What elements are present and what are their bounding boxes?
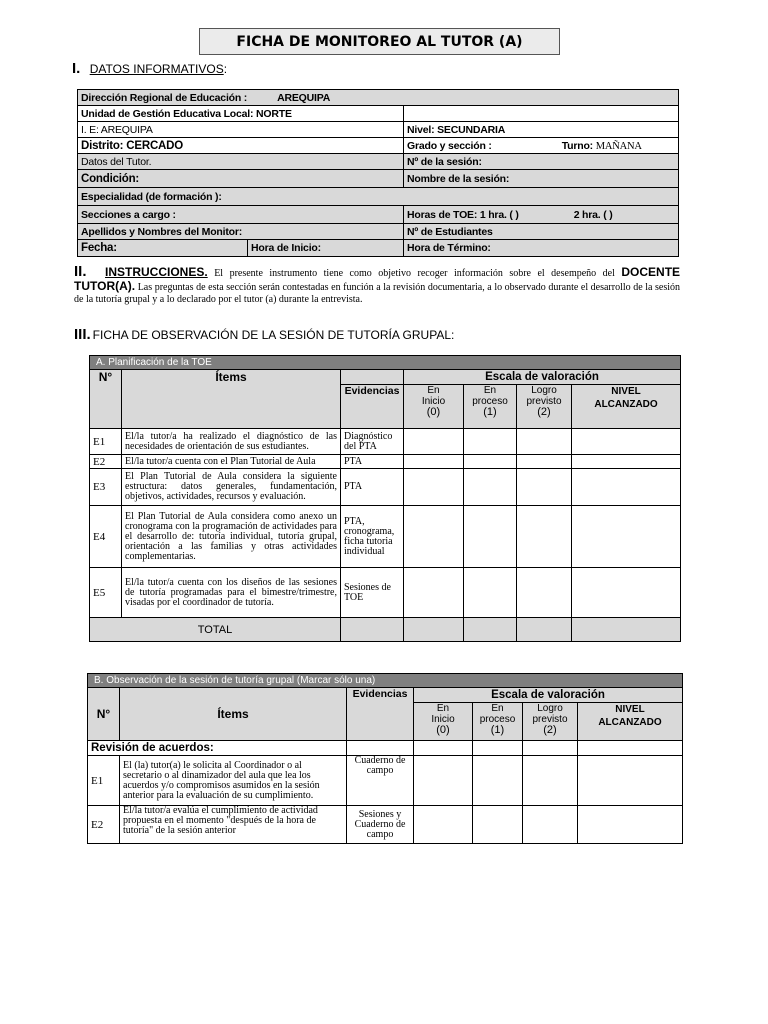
score-inicio-cell[interactable]: [414, 806, 473, 844]
turno-value: MAÑANA: [595, 140, 642, 152]
score-proceso-cell[interactable]: [464, 506, 517, 568]
total-inicio-cell[interactable]: [404, 618, 464, 642]
row-code: E1: [88, 756, 120, 806]
nivel-alcanzado-cell[interactable]: [572, 568, 681, 618]
table-row: [90, 429, 681, 455]
horas-toe-cell: [404, 206, 679, 224]
table-a-header-inicio: [404, 385, 464, 429]
instructions-text-1: El presente instrumento tiene como objetivo recoger información sobre el desempeño del: [214, 268, 615, 279]
hora-termino-cell: Hora de Término:: [404, 240, 679, 257]
table-row: [90, 506, 681, 568]
nivel-cell: Nivel: SECUNDARIA: [404, 122, 679, 138]
row-evidence: Cuaderno de campo: [347, 756, 414, 806]
subhead-blank: [578, 741, 683, 756]
horas-toe-2: 2 hra. ( ): [573, 208, 613, 221]
score-inicio-cell[interactable]: [404, 455, 464, 469]
row-evidence: PTA: [341, 469, 404, 506]
instructions-docente: DOCENTE TUTOR(A).: [74, 265, 681, 293]
table-a-proceso-label: En proceso: [472, 385, 508, 407]
row-evidence: PTA, cronograma, ficha tutoria individual: [341, 506, 404, 568]
row-code: E1: [90, 429, 122, 455]
table-b-logro-label: Logro previsto: [532, 703, 568, 725]
section-3-label: FICHA DE OBSERVACIÓN DE LA SESIÓN DE TUTORÍA GRUPAL:: [92, 328, 455, 342]
num-estudiantes-cell: Nº de Estudiantes: [404, 224, 679, 240]
score-inicio-cell[interactable]: [404, 469, 464, 506]
table-a-logro-value: (2): [537, 406, 551, 418]
turno-label: Turno:: [561, 139, 593, 152]
row-evidence: Diagnóstico del PTA: [341, 429, 404, 455]
fecha-cell: Fecha:: [78, 240, 248, 257]
row-evidence: Sesiones y Cuaderno de campo: [347, 806, 414, 844]
table-a-header-blank: [341, 370, 404, 385]
row-item: El/la tutor/a cuenta con los diseños de las sesiones de tutoría programadas para el bimestre/trimestre, visadas por el coordinador de tutoría.: [122, 568, 341, 618]
table-a-inicio-label: En Inicio: [421, 385, 446, 407]
nombre-sesion-cell: Nombre de la sesión:: [404, 170, 679, 188]
section-2-number: II.: [74, 263, 87, 280]
row-code: E4: [90, 506, 122, 568]
ugel-cell: Unidad de Gestión Educativa Local: NORTE: [78, 106, 404, 122]
row-evidence: PTA: [341, 455, 404, 469]
section-2-label: INSTRUCCIONES.: [105, 265, 208, 279]
table-b-header-escala: Escala de valoración: [414, 688, 683, 703]
score-proceso-cell[interactable]: [464, 455, 517, 469]
table-row: [90, 455, 681, 469]
table-b-header-evidencias: Evidencias: [347, 688, 414, 741]
nivel-alcanzado-cell[interactable]: [572, 429, 681, 455]
table-b-proceso-label: En proceso: [479, 703, 516, 725]
table-a-inicio-value: (0): [426, 406, 441, 418]
score-proceso-cell[interactable]: [473, 806, 523, 844]
grado-label: Grado y sección :: [407, 139, 492, 152]
table-a-header-items: Ítems: [122, 370, 341, 429]
row-code: E3: [90, 469, 122, 506]
especialidad-cell: Especialidad (de formación ):: [78, 188, 679, 206]
score-proceso-cell[interactable]: [464, 469, 517, 506]
table-b-inicio-value: (0): [436, 724, 450, 736]
score-proceso-cell[interactable]: [473, 756, 523, 806]
section-3-number: III.: [74, 326, 91, 343]
table-b-header-logro: [523, 703, 578, 741]
table-a: [89, 355, 681, 642]
section-1-number: I.: [72, 60, 81, 77]
score-inicio-cell[interactable]: [404, 429, 464, 455]
row-item: El/la tutor/a evalúa el cumplimiento de actividad propuesta en el momento "después de la hora de tutoría" de la sesión anterior: [120, 806, 347, 844]
dre-label: Dirección Regional de Educación :: [81, 91, 248, 104]
score-proceso-cell[interactable]: [464, 429, 517, 455]
table-b-header-proceso: [473, 703, 523, 741]
total-label: TOTAL: [90, 618, 341, 642]
score-logro-cell[interactable]: [517, 429, 572, 455]
score-logro-cell[interactable]: [523, 756, 578, 806]
subhead-blank: [523, 741, 578, 756]
section-1-label: DATOS INFORMATIVOS: [89, 62, 224, 76]
table-row: [88, 806, 683, 844]
section-1-colon: :: [223, 62, 228, 76]
total-nivel-cell[interactable]: [572, 618, 681, 642]
score-logro-cell[interactable]: [523, 806, 578, 844]
nivel-alcanzado-cell[interactable]: [572, 469, 681, 506]
section-1-heading: [72, 60, 227, 77]
score-logro-cell[interactable]: [517, 568, 572, 618]
table-b: [87, 673, 683, 844]
grado-cell: [404, 138, 679, 154]
row-item: El Plan Tutorial de Aula considera como anexo un cronograma con la programación de actividades para el desarrollo de: tutoría individual, tutoría grupal, orientación a las familias y otras actividades complementarias.: [122, 506, 341, 568]
dre-cell: [78, 90, 679, 106]
ugel-blank: [404, 106, 679, 122]
table-a-logro-label: Logro previsto: [526, 385, 562, 407]
table-row: [88, 756, 683, 806]
table-b-header-nivel: NIVEL ALCANZADO: [578, 703, 683, 741]
condicion-cell: Condición:: [78, 170, 404, 188]
score-logro-cell[interactable]: [517, 469, 572, 506]
table-b-proceso-value: (1): [490, 724, 505, 736]
row-item: El/la tutor/a cuenta con el Plan Tutorial de Aula: [122, 455, 341, 469]
datos-tutor-cell: Datos del Tutor.: [78, 154, 404, 170]
table-a-header-evidencias: Evidencias: [341, 385, 404, 429]
nivel-alcanzado-cell[interactable]: [578, 806, 683, 844]
table-b-logro-value: (2): [543, 724, 557, 736]
score-inicio-cell[interactable]: [414, 756, 473, 806]
table-a-header-proceso: [464, 385, 517, 429]
total-proceso-cell[interactable]: [464, 618, 517, 642]
table-row: [90, 568, 681, 618]
table-b-header-inicio: [414, 703, 473, 741]
row-item: El/la tutor/a ha realizado el diagnóstico de las necesidades de orientación de sus estudiantes.: [122, 429, 341, 455]
horas-toe-1: Horas de TOE: 1 hra. ( ): [407, 208, 519, 221]
page-title: FICHA DE MONITOREO AL TUTOR (A): [199, 28, 560, 55]
row-item: El Plan Tutorial de Aula considera la siguiente estructura: datos generales, fundamentación, objetivos, actividades, recursos y evaluación.: [122, 469, 341, 506]
instructions-text-2: Las preguntas de esta sección serán contestadas en función a la revisión documentaria, a lo observado durante el desarrollo de la sesión de la tutoría grupal y a lo declarado por el tutor (a) durante la entrevista.: [74, 282, 681, 305]
table-a-banner: A. Planificación de la TOE: [90, 356, 681, 370]
table-a-header-nivel: NIVEL ALCANZADO: [572, 385, 681, 429]
distrito-cell: Distrito: CERCADO: [78, 138, 404, 154]
nivel-alcanzado-cell[interactable]: [572, 455, 681, 469]
secciones-cell: Secciones a cargo :: [78, 206, 404, 224]
score-logro-cell[interactable]: [517, 506, 572, 568]
section-3-heading: [74, 326, 454, 343]
table-b-banner: B. Observación de la sesión de tutoría grupal (Marcar sólo una): [88, 674, 683, 688]
row-code: E2: [90, 455, 122, 469]
table-b-header-num: N°: [88, 688, 120, 741]
score-inicio-cell[interactable]: [404, 568, 464, 618]
nivel-alcanzado-cell[interactable]: [572, 506, 681, 568]
row-evidence: Sesiones de TOE: [341, 568, 404, 618]
monitor-cell: Apellidos y Nombres del Monitor:: [78, 224, 404, 240]
total-evidence-cell: [341, 618, 404, 642]
table-a-proceso-value: (1): [483, 406, 497, 418]
dre-value: AREQUIPA: [277, 91, 331, 104]
table-b-subhead: Revisión de acuerdos:: [88, 741, 347, 756]
info-table: [77, 89, 679, 257]
subhead-blank: [414, 741, 473, 756]
table-b-header-items: Ítems: [120, 688, 347, 741]
total-logro-cell[interactable]: [517, 618, 572, 642]
num-sesion-cell: Nº de la sesión:: [404, 154, 679, 170]
subhead-blank: [473, 741, 523, 756]
row-code: E2: [88, 806, 120, 844]
table-a-header-num: N°: [90, 370, 122, 429]
table-row: [90, 469, 681, 506]
score-logro-cell[interactable]: [517, 455, 572, 469]
row-code: E5: [90, 568, 122, 618]
nivel-alcanzado-cell[interactable]: [578, 756, 683, 806]
subhead-blank: [347, 741, 414, 756]
score-inicio-cell[interactable]: [404, 506, 464, 568]
row-item: El (la) tutor(a) le solicita al Coordinador o al secretario o al dinamizador del aula que lea los acuerdos y/o compromisos asumidos en la sesión anterior para la evaluación de su cumplimiento.: [120, 756, 347, 806]
score-proceso-cell[interactable]: [464, 568, 517, 618]
ie-cell: I. E: AREQUIPA: [78, 122, 404, 138]
table-b-inicio-label: En Inicio: [431, 703, 455, 725]
hora-inicio-cell: Hora de Inicio:: [248, 240, 404, 257]
table-a-header-escala: Escala de valoración: [404, 370, 681, 385]
table-a-header-logro: [517, 385, 572, 429]
instructions-block: [74, 263, 681, 306]
